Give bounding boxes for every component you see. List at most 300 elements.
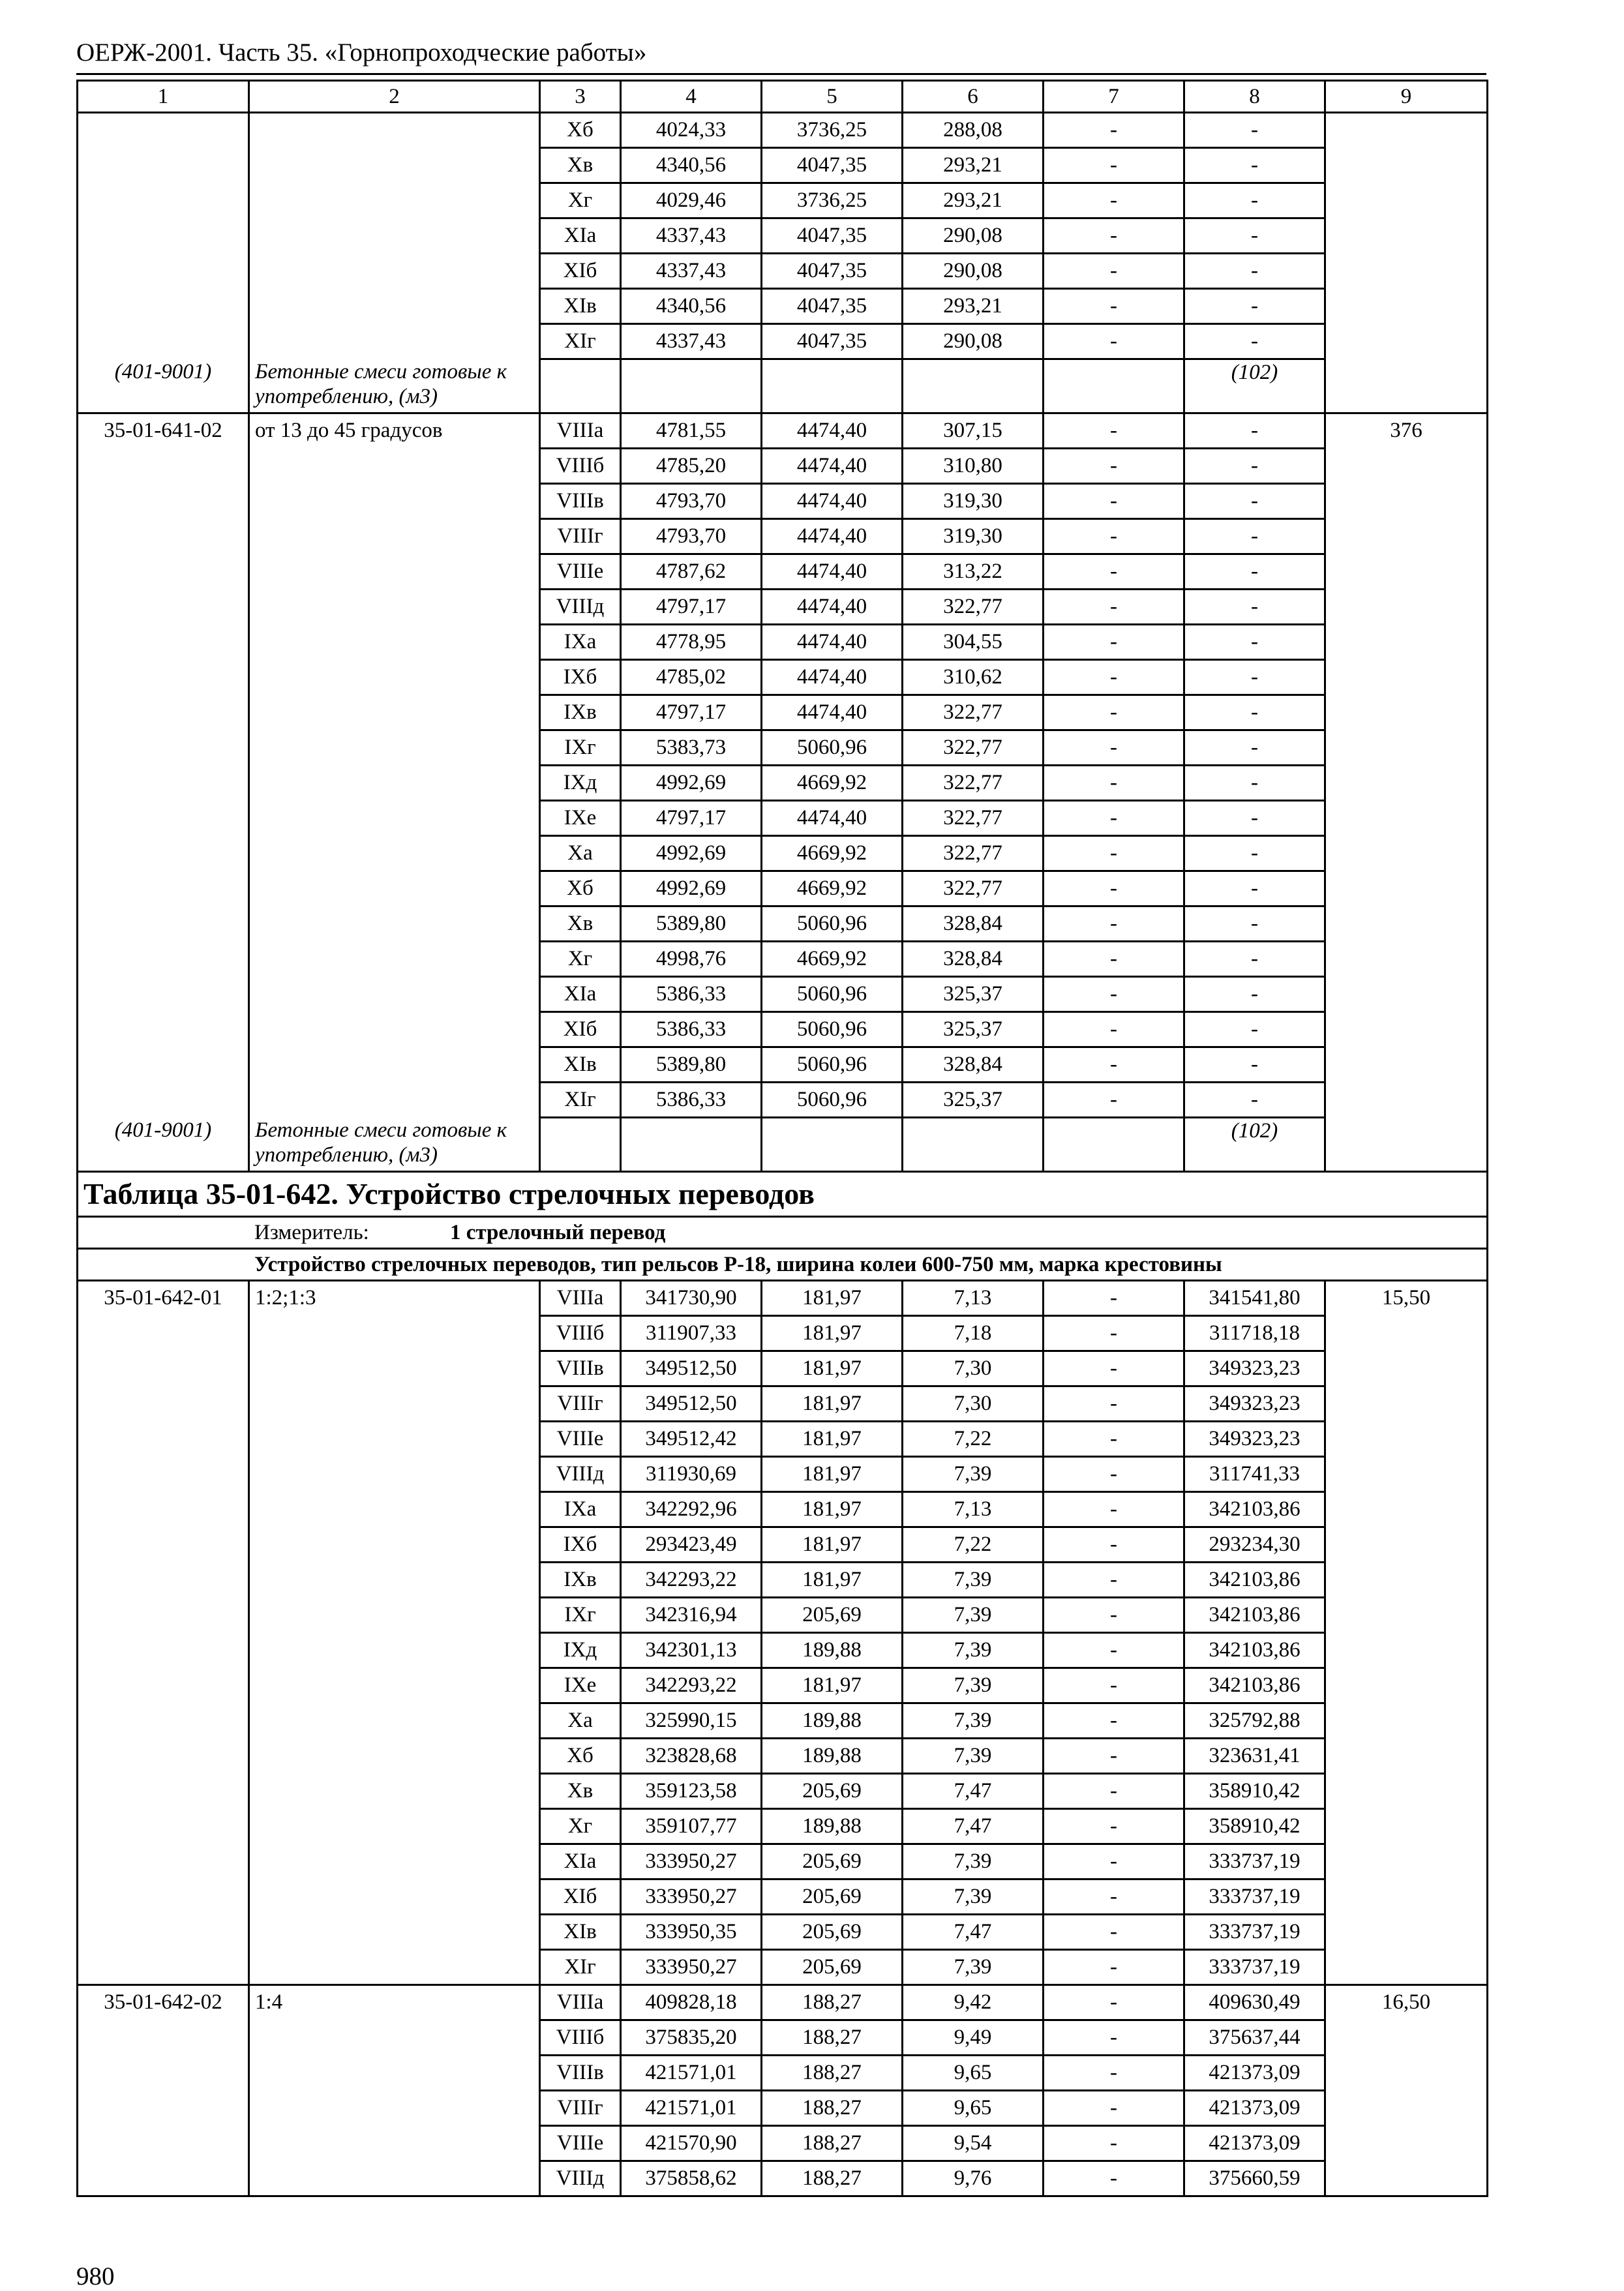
cell-col-7: - <box>1044 1527 1184 1563</box>
cell-col-7: - <box>1044 1598 1184 1633</box>
cell-col-6: 9,65 <box>903 2091 1044 2126</box>
cell-col-7: - <box>1044 625 1184 660</box>
cell-col-8: 358910,42 <box>1184 1774 1325 1809</box>
cell-col-7: - <box>1044 324 1184 359</box>
cell-col-4: 323828,68 <box>621 1739 762 1774</box>
cell-col-7: - <box>1044 1633 1184 1668</box>
cell-col-7: - <box>1044 730 1184 766</box>
cell-col-4: 409828,18 <box>621 1985 762 2020</box>
cell-col-5: 181,97 <box>762 1281 903 1316</box>
cell-col-8: - <box>1184 449 1325 484</box>
cell-col-6: 322,77 <box>903 801 1044 836</box>
cell-col-3: VIIIг <box>540 519 621 554</box>
cell-col-4: 359123,58 <box>621 1774 762 1809</box>
note-cell-col-5 <box>762 1118 903 1172</box>
cell-col-7: - <box>1044 2161 1184 2196</box>
cell-col-7: - <box>1044 1422 1184 1457</box>
cell-col-8: - <box>1184 218 1325 254</box>
cell-col-5: 189,88 <box>762 1633 903 1668</box>
cell-col-6: 9,42 <box>903 1985 1044 2020</box>
cell-col-8: - <box>1184 660 1325 695</box>
cell-col-4: 4337,43 <box>621 324 762 359</box>
cell-col-5: 181,97 <box>762 1492 903 1527</box>
cell-col-6: 290,08 <box>903 218 1044 254</box>
cell-col-5: 3736,25 <box>762 183 903 218</box>
cell-col-6: 7,39 <box>903 1703 1044 1739</box>
cell-col-4: 4793,70 <box>621 519 762 554</box>
table-row <box>78 113 1488 148</box>
rate-code-cell: 35-01-642-01 <box>78 1281 249 1985</box>
cell-col-4: 5386,33 <box>621 977 762 1012</box>
col9-cell: 376 <box>1325 413 1488 1172</box>
cell-col-4: 342293,22 <box>621 1668 762 1703</box>
cell-col-8: 333737,19 <box>1184 1844 1325 1879</box>
cell-col-7: - <box>1044 1668 1184 1703</box>
cell-col-6: 293,21 <box>903 289 1044 324</box>
cell-col-6: 290,08 <box>903 254 1044 289</box>
cell-col-7: - <box>1044 871 1184 906</box>
cell-col-4: 4992,69 <box>621 871 762 906</box>
cell-col-5: 4474,40 <box>762 695 903 730</box>
cell-col-6: 310,62 <box>903 660 1044 695</box>
cell-col-7: - <box>1044 977 1184 1012</box>
cell-col-3: IХа <box>540 625 621 660</box>
cell-col-6: 9,65 <box>903 2056 1044 2091</box>
note-value: (102) <box>1184 359 1325 413</box>
cell-col-5: 205,69 <box>762 1774 903 1809</box>
cell-col-8: - <box>1184 519 1325 554</box>
cell-col-5: 188,27 <box>762 2161 903 2196</box>
cell-col-6: 9,54 <box>903 2126 1044 2161</box>
cell-col-6: 307,15 <box>903 413 1044 449</box>
cell-col-5: 188,27 <box>762 1985 903 2020</box>
cell-col-4: 311907,33 <box>621 1316 762 1351</box>
cell-col-8: - <box>1184 871 1325 906</box>
rate-name-cell <box>249 113 540 359</box>
cell-col-4: 325990,15 <box>621 1703 762 1739</box>
cell-col-3: VIIIе <box>540 554 621 590</box>
cell-col-3: Хб <box>540 1739 621 1774</box>
cell-col-4: 421570,90 <box>621 2126 762 2161</box>
note-cell-col-6 <box>903 359 1044 413</box>
cell-col-3: VIIIг <box>540 1386 621 1422</box>
cell-col-8: - <box>1184 801 1325 836</box>
rate-code-cell: 35-01-641-02 <box>78 413 249 1118</box>
note-row <box>78 1118 1488 1172</box>
cell-col-4: 4337,43 <box>621 254 762 289</box>
cell-col-4: 375858,62 <box>621 2161 762 2196</box>
cell-col-7: - <box>1044 1563 1184 1598</box>
col9-cell <box>1325 113 1488 413</box>
cell-col-7: - <box>1044 413 1184 449</box>
cell-col-3: ХIв <box>540 289 621 324</box>
rate-name-cell: 1:4 <box>249 1985 540 2196</box>
cell-col-8: 333737,19 <box>1184 1950 1325 1985</box>
cell-col-8: 421373,09 <box>1184 2056 1325 2091</box>
cell-col-4: 4785,02 <box>621 660 762 695</box>
cell-col-3: VIIIб <box>540 2020 621 2056</box>
cell-col-8: - <box>1184 836 1325 871</box>
cell-col-7: - <box>1044 183 1184 218</box>
cell-col-4: 342301,13 <box>621 1633 762 1668</box>
cell-col-7: - <box>1044 289 1184 324</box>
cell-col-4: 293423,49 <box>621 1527 762 1563</box>
cell-col-7: - <box>1044 484 1184 519</box>
column-number-5: 5 <box>762 81 903 113</box>
cell-col-8: 375637,44 <box>1184 2020 1325 2056</box>
cell-col-7: - <box>1044 906 1184 942</box>
cell-col-8: 333737,19 <box>1184 1915 1325 1950</box>
cell-col-3: VIIIв <box>540 2056 621 2091</box>
cell-col-6: 293,21 <box>903 148 1044 183</box>
cell-col-8: 349323,23 <box>1184 1422 1325 1457</box>
cell-col-5: 205,69 <box>762 1598 903 1633</box>
cell-col-8: - <box>1184 254 1325 289</box>
cell-col-6: 325,37 <box>903 1083 1044 1118</box>
cell-col-3: ХIб <box>540 1012 621 1047</box>
cell-col-3: Хв <box>540 1774 621 1809</box>
cell-col-4: 4797,17 <box>621 801 762 836</box>
cell-col-6: 7,39 <box>903 1879 1044 1915</box>
cell-col-5: 4669,92 <box>762 766 903 801</box>
cell-col-6: 322,77 <box>903 836 1044 871</box>
column-number-3: 3 <box>540 81 621 113</box>
cell-col-3: VIIIг <box>540 2091 621 2126</box>
cell-col-8: 342103,86 <box>1184 1563 1325 1598</box>
column-number-row <box>78 81 1488 113</box>
cell-col-5: 5060,96 <box>762 977 903 1012</box>
cell-col-8: - <box>1184 1083 1325 1118</box>
cell-col-3: ХIг <box>540 1083 621 1118</box>
cell-col-8: - <box>1184 413 1325 449</box>
cell-col-8: 311741,33 <box>1184 1457 1325 1492</box>
cell-col-4: 4797,17 <box>621 695 762 730</box>
cell-col-8: 349323,23 <box>1184 1351 1325 1386</box>
rate-name-cell: 1:2;1:3 <box>249 1281 540 1985</box>
cell-col-7: - <box>1044 590 1184 625</box>
cell-col-8: 375660,59 <box>1184 2161 1325 2196</box>
cell-col-6: 304,55 <box>903 625 1044 660</box>
cell-col-4: 421571,01 <box>621 2091 762 2126</box>
cell-col-6: 322,77 <box>903 590 1044 625</box>
cell-col-3: VIIIе <box>540 1422 621 1457</box>
cell-col-3: IХе <box>540 801 621 836</box>
cell-col-6: 7,47 <box>903 1915 1044 1950</box>
measure-cell <box>78 1217 1488 1249</box>
cell-col-4: 4797,17 <box>621 590 762 625</box>
cell-col-7: - <box>1044 1281 1184 1316</box>
cell-col-5: 4474,40 <box>762 519 903 554</box>
cell-col-6: 322,77 <box>903 695 1044 730</box>
cell-col-4: 421571,01 <box>621 2056 762 2091</box>
cell-col-8: 409630,49 <box>1184 1985 1325 2020</box>
page-number: 980 <box>76 2262 115 2290</box>
cell-col-6: 319,30 <box>903 484 1044 519</box>
cell-col-6: 328,84 <box>903 942 1044 977</box>
cell-col-7: - <box>1044 766 1184 801</box>
cell-col-5: 4474,40 <box>762 413 903 449</box>
cell-col-6: 7,39 <box>903 1563 1044 1598</box>
cell-col-7: - <box>1044 1915 1184 1950</box>
cell-col-8: 421373,09 <box>1184 2126 1325 2161</box>
note-cell-col-7 <box>1044 359 1184 413</box>
note-text: Бетонные смеси готовые к употреблению, (м3) <box>249 1118 540 1172</box>
rate-code-cell <box>78 113 249 359</box>
cell-col-7: - <box>1044 1844 1184 1879</box>
cell-col-4: 359107,77 <box>621 1809 762 1844</box>
table-row <box>78 1281 1488 1316</box>
cell-col-4: 311930,69 <box>621 1457 762 1492</box>
column-number-9: 9 <box>1325 81 1488 113</box>
cell-col-8: - <box>1184 942 1325 977</box>
cell-col-3: IХг <box>540 1598 621 1633</box>
note-code: (401-9001) <box>78 1118 249 1172</box>
cell-col-3: IХа <box>540 1492 621 1527</box>
cell-col-8: 358910,42 <box>1184 1809 1325 1844</box>
table-row <box>78 413 1488 449</box>
note-value: (102) <box>1184 1118 1325 1172</box>
cell-col-3: VIIIб <box>540 1316 621 1351</box>
cell-col-5: 5060,96 <box>762 730 903 766</box>
cell-col-4: 349512,50 <box>621 1351 762 1386</box>
column-number-1: 1 <box>78 81 249 113</box>
cell-col-5: 188,27 <box>762 2020 903 2056</box>
column-number-7: 7 <box>1044 81 1184 113</box>
cell-col-5: 4669,92 <box>762 871 903 906</box>
note-cell-col-3 <box>540 1118 621 1172</box>
cell-col-3: Хг <box>540 183 621 218</box>
cell-col-3: IХд <box>540 766 621 801</box>
cell-col-3: IХв <box>540 1563 621 1598</box>
column-number-8: 8 <box>1184 81 1325 113</box>
cell-col-8: 325792,88 <box>1184 1703 1325 1739</box>
cell-col-7: - <box>1044 836 1184 871</box>
cell-col-6: 7,39 <box>903 1457 1044 1492</box>
cell-col-5: 205,69 <box>762 1844 903 1879</box>
note-cell-col-6 <box>903 1118 1044 1172</box>
cell-col-4: 5386,33 <box>621 1012 762 1047</box>
cell-col-7: - <box>1044 218 1184 254</box>
cell-col-3: VIIIд <box>540 1457 621 1492</box>
cell-col-7: - <box>1044 1012 1184 1047</box>
column-number-6: 6 <box>903 81 1044 113</box>
cell-col-6: 9,49 <box>903 2020 1044 2056</box>
cell-col-6: 322,77 <box>903 766 1044 801</box>
cell-col-6: 7,30 <box>903 1386 1044 1422</box>
cell-col-8: - <box>1184 113 1325 148</box>
note-text: Бетонные смеси готовые к употреблению, (м3) <box>249 359 540 413</box>
cell-col-6: 7,47 <box>903 1809 1044 1844</box>
cell-col-7: - <box>1044 695 1184 730</box>
cell-col-7: - <box>1044 1083 1184 1118</box>
cell-col-8: - <box>1184 906 1325 942</box>
cell-col-4: 4340,56 <box>621 289 762 324</box>
cell-col-8: 342103,86 <box>1184 1492 1325 1527</box>
cell-col-6: 310,80 <box>903 449 1044 484</box>
cell-col-7: - <box>1044 1809 1184 1844</box>
cell-col-6: 7,39 <box>903 1598 1044 1633</box>
cell-col-6: 7,39 <box>903 1844 1044 1879</box>
cell-col-4: 333950,27 <box>621 1950 762 1985</box>
cell-col-5: 205,69 <box>762 1915 903 1950</box>
cell-col-6: 322,77 <box>903 871 1044 906</box>
cell-col-3: VIIIв <box>540 1351 621 1386</box>
cell-col-8: - <box>1184 730 1325 766</box>
cell-col-4: 5383,73 <box>621 730 762 766</box>
cell-col-3: ХIа <box>540 218 621 254</box>
header-rule <box>76 73 1486 75</box>
cell-col-8: 333737,19 <box>1184 1879 1325 1915</box>
cell-col-7: - <box>1044 801 1184 836</box>
cell-col-5: 205,69 <box>762 1879 903 1915</box>
cell-col-7: - <box>1044 254 1184 289</box>
cell-col-8: - <box>1184 554 1325 590</box>
cell-col-8: - <box>1184 1012 1325 1047</box>
cell-col-7: - <box>1044 554 1184 590</box>
cell-col-5: 5060,96 <box>762 1047 903 1083</box>
cell-col-7: - <box>1044 113 1184 148</box>
cell-col-6: 9,76 <box>903 2161 1044 2196</box>
cell-col-3: VIIIа <box>540 413 621 449</box>
cell-col-8: - <box>1184 289 1325 324</box>
cell-col-4: 4785,20 <box>621 449 762 484</box>
cell-col-4: 4337,43 <box>621 218 762 254</box>
rate-name-cell: от 13 до 45 градусов <box>249 413 540 1118</box>
cell-col-8: - <box>1184 590 1325 625</box>
cell-col-5: 5060,96 <box>762 1083 903 1118</box>
cell-col-3: VIIIе <box>540 2126 621 2161</box>
table-body <box>78 81 1488 2196</box>
cell-col-5: 181,97 <box>762 1422 903 1457</box>
cell-col-4: 342293,22 <box>621 1563 762 1598</box>
cell-col-3: ХIв <box>540 1047 621 1083</box>
cell-col-4: 4787,62 <box>621 554 762 590</box>
cell-col-5: 4047,35 <box>762 289 903 324</box>
cell-col-7: - <box>1044 1351 1184 1386</box>
cell-col-4: 4998,76 <box>621 942 762 977</box>
cell-col-7: - <box>1044 148 1184 183</box>
cell-col-7: - <box>1044 1316 1184 1351</box>
cell-col-3: ХIб <box>540 254 621 289</box>
cell-col-6: 7,39 <box>903 1668 1044 1703</box>
cell-col-5: 4474,40 <box>762 449 903 484</box>
cell-col-5: 4474,40 <box>762 801 903 836</box>
cell-col-5: 189,88 <box>762 1703 903 1739</box>
cell-col-5: 4474,40 <box>762 590 903 625</box>
cell-col-6: 288,08 <box>903 113 1044 148</box>
cell-col-7: - <box>1044 519 1184 554</box>
column-number-2: 2 <box>249 81 540 113</box>
cell-col-3: ХIг <box>540 1950 621 1985</box>
cell-col-4: 4024,33 <box>621 113 762 148</box>
cell-col-3: Хб <box>540 113 621 148</box>
cell-col-4: 4029,46 <box>621 183 762 218</box>
cell-col-6: 7,39 <box>903 1739 1044 1774</box>
cell-col-3: ХIв <box>540 1915 621 1950</box>
cell-col-7: - <box>1044 1457 1184 1492</box>
col9-cell: 16,50 <box>1325 1985 1488 2196</box>
cell-col-3: VIIIд <box>540 2161 621 2196</box>
cell-col-6: 325,37 <box>903 977 1044 1012</box>
cell-col-4: 333950,35 <box>621 1915 762 1950</box>
note-row <box>78 359 1488 413</box>
cell-col-5: 181,97 <box>762 1316 903 1351</box>
cell-col-4: 349512,42 <box>621 1422 762 1457</box>
cell-col-3: Хв <box>540 148 621 183</box>
cell-col-4: 4992,69 <box>621 766 762 801</box>
cell-col-5: 4047,35 <box>762 254 903 289</box>
cell-col-5: 4474,40 <box>762 625 903 660</box>
cell-col-5: 188,27 <box>762 2091 903 2126</box>
cell-col-4: 5389,80 <box>621 906 762 942</box>
cell-col-8: - <box>1184 148 1325 183</box>
cell-col-8: - <box>1184 695 1325 730</box>
cell-col-3: ХIб <box>540 1879 621 1915</box>
cell-col-6: 7,39 <box>903 1950 1044 1985</box>
cell-col-7: - <box>1044 449 1184 484</box>
cell-col-8: 323631,41 <box>1184 1739 1325 1774</box>
cell-col-5: 5060,96 <box>762 1012 903 1047</box>
cell-col-3: Хг <box>540 1809 621 1844</box>
cell-col-5: 5060,96 <box>762 906 903 942</box>
cell-col-8: - <box>1184 625 1325 660</box>
cell-col-4: 375835,20 <box>621 2020 762 2056</box>
cell-col-5: 205,69 <box>762 1950 903 1985</box>
measure-label: Измеритель: <box>254 1221 369 1244</box>
cell-col-5: 3736,25 <box>762 113 903 148</box>
cell-col-6: 313,22 <box>903 554 1044 590</box>
note-cell-col-4 <box>621 1118 762 1172</box>
cell-col-3: IХб <box>540 660 621 695</box>
cell-col-5: 4047,35 <box>762 218 903 254</box>
cell-col-4: 341730,90 <box>621 1281 762 1316</box>
cell-col-5: 4669,92 <box>762 942 903 977</box>
cell-col-3: Ха <box>540 836 621 871</box>
cell-col-3: VIIIд <box>540 590 621 625</box>
cell-col-3: Хв <box>540 906 621 942</box>
cell-col-7: - <box>1044 942 1184 977</box>
subtitle-row <box>78 1249 1488 1281</box>
cell-col-8: - <box>1184 183 1325 218</box>
cell-col-3: VIIIа <box>540 1985 621 2020</box>
table-subtitle: Устройство стрелочных переводов, тип рельсов Р-18, ширина колеи 600-750 мм, марка крестовины <box>78 1249 1488 1281</box>
cell-col-5: 188,27 <box>762 2126 903 2161</box>
table-row <box>78 1985 1488 2020</box>
cell-col-7: - <box>1044 1492 1184 1527</box>
note-cell-col-4 <box>621 359 762 413</box>
cell-col-7: - <box>1044 2056 1184 2091</box>
cell-col-3: ХIа <box>540 977 621 1012</box>
cell-col-7: - <box>1044 660 1184 695</box>
cell-col-8: 293234,30 <box>1184 1527 1325 1563</box>
cell-col-5: 4474,40 <box>762 660 903 695</box>
cell-col-8: 349323,23 <box>1184 1386 1325 1422</box>
note-cell-col-5 <box>762 359 903 413</box>
cell-col-7: - <box>1044 1739 1184 1774</box>
measure-row <box>78 1217 1488 1249</box>
cell-col-6: 322,77 <box>903 730 1044 766</box>
cell-col-8: 342103,86 <box>1184 1598 1325 1633</box>
cell-col-3: ХIг <box>540 324 621 359</box>
cell-col-3: Хб <box>540 871 621 906</box>
cell-col-5: 4474,40 <box>762 554 903 590</box>
note-cell-col-3 <box>540 359 621 413</box>
cell-col-8: - <box>1184 324 1325 359</box>
cell-col-4: 4340,56 <box>621 148 762 183</box>
cell-col-8: - <box>1184 977 1325 1012</box>
cell-col-3: VIIIв <box>540 484 621 519</box>
cell-col-5: 181,97 <box>762 1351 903 1386</box>
